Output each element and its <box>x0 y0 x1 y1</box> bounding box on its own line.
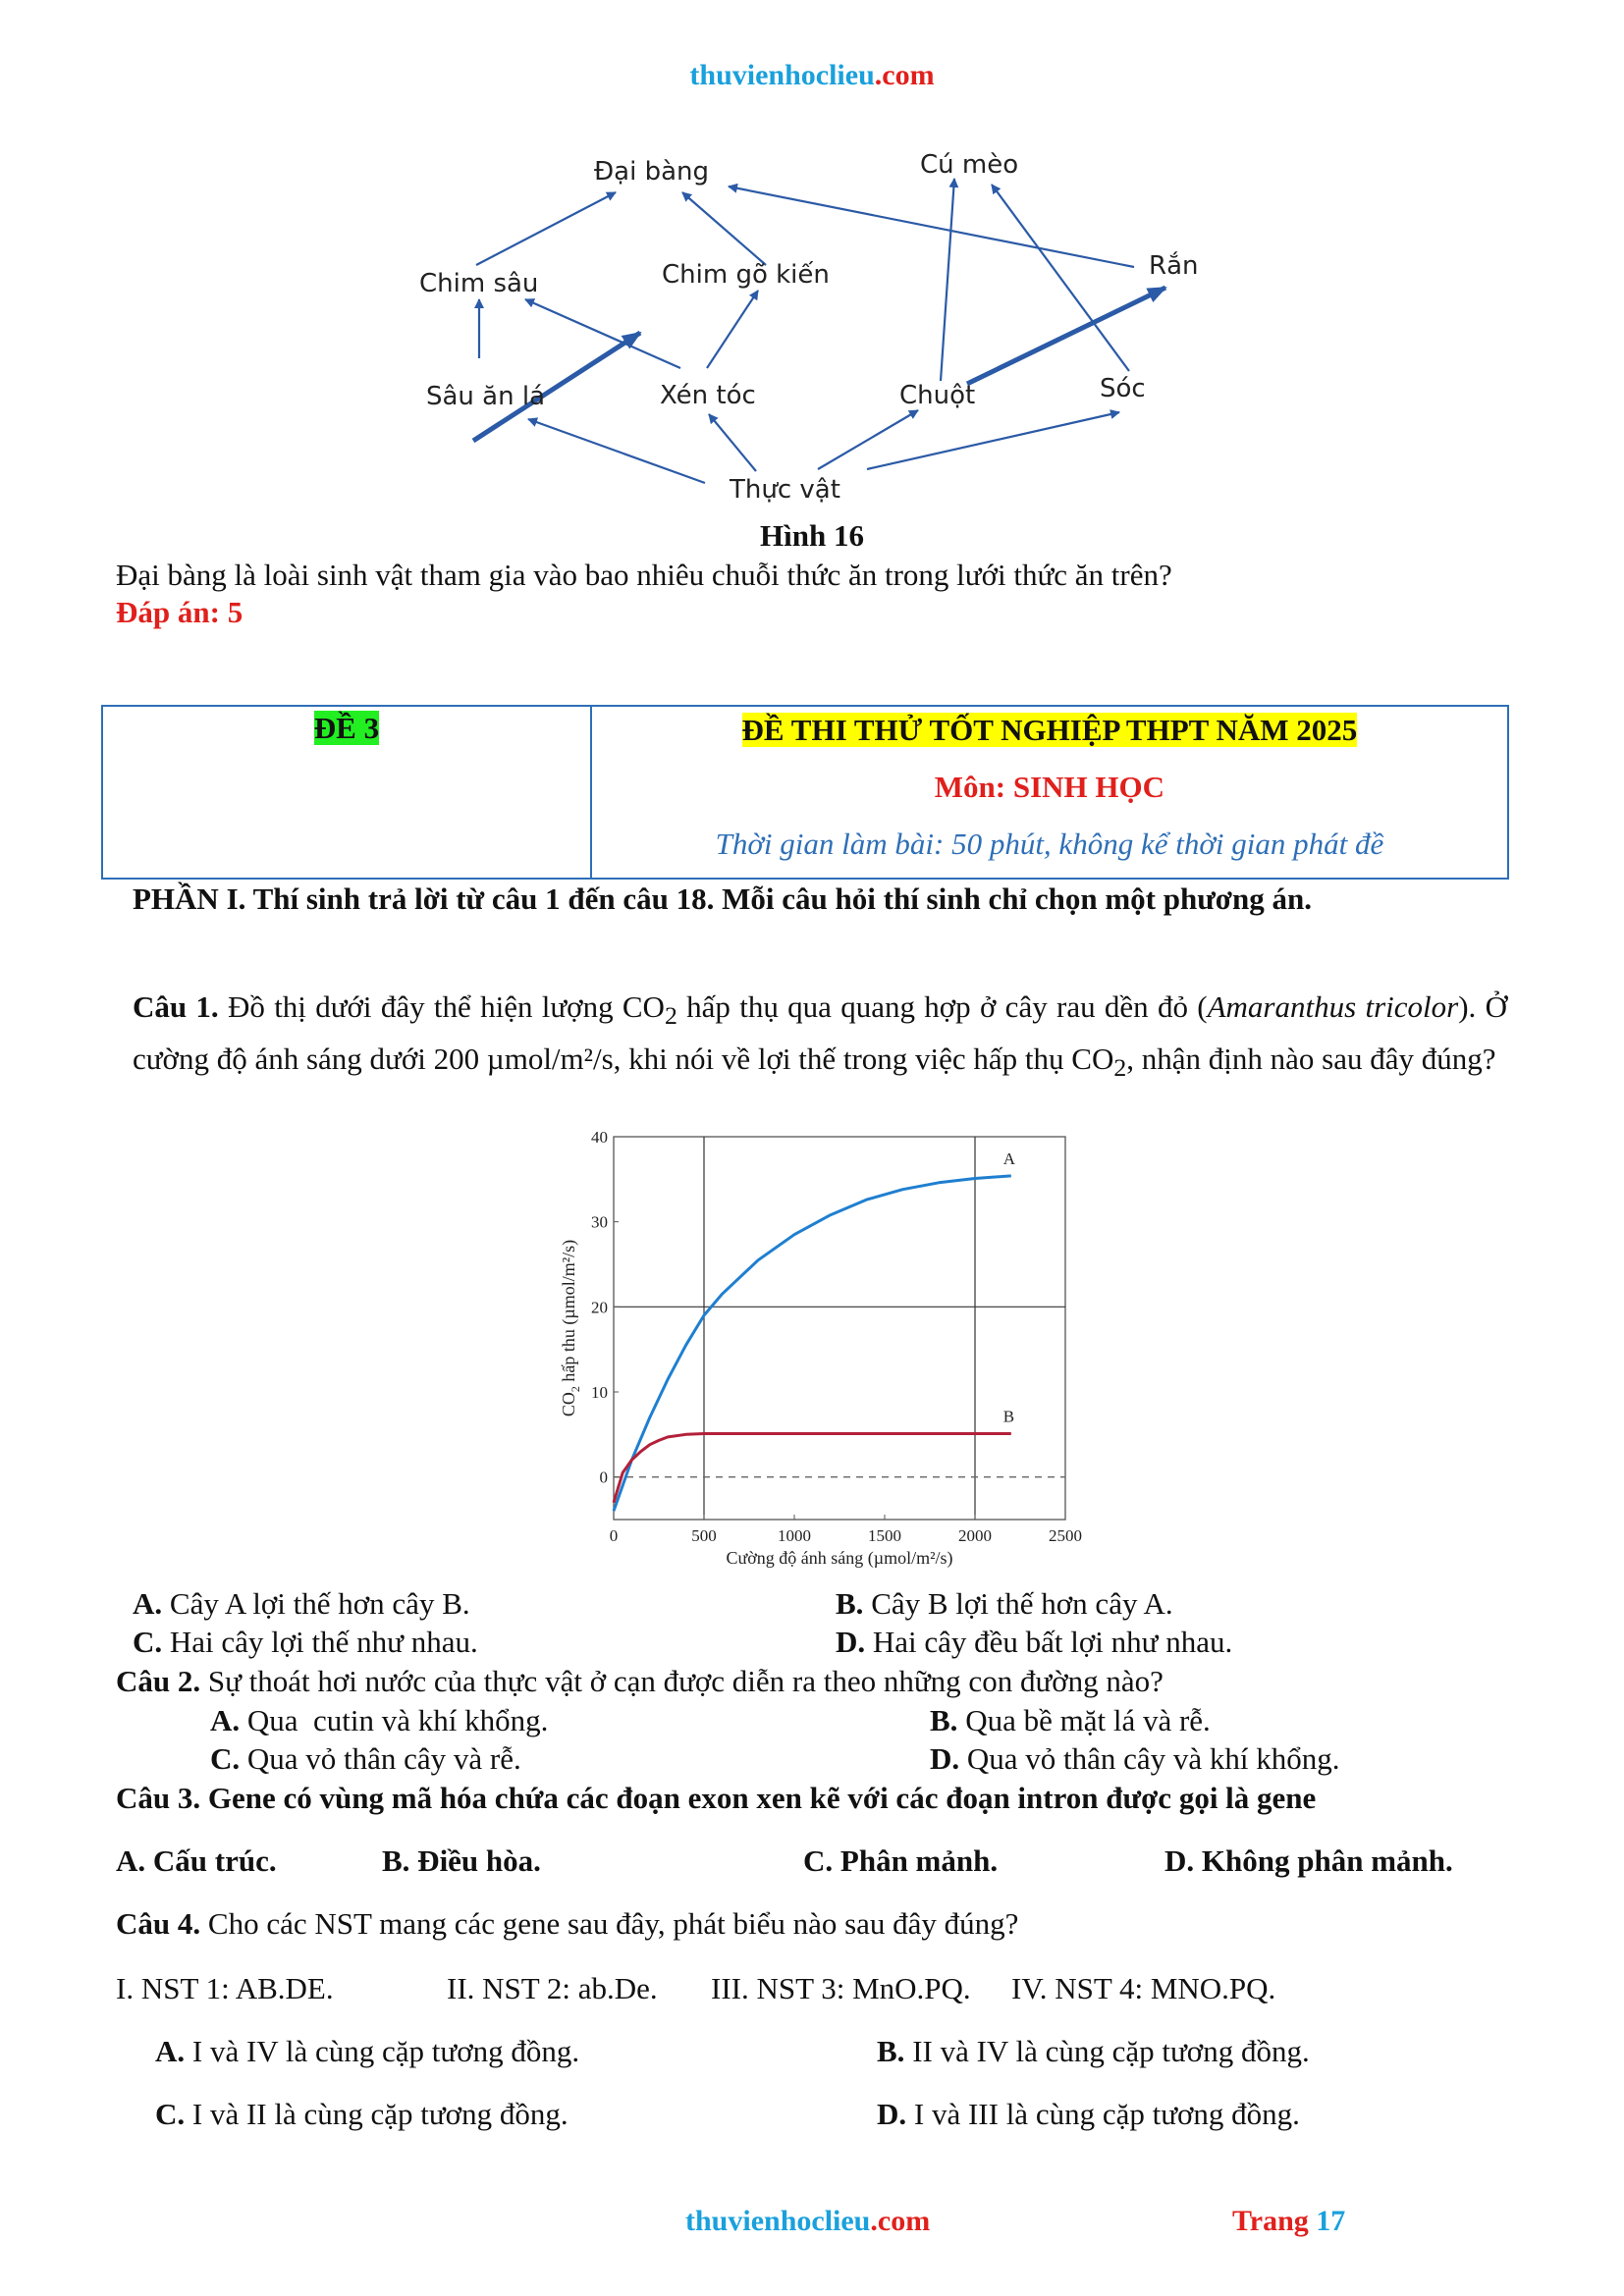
q4-option-b[interactable]: B. II và IV là cùng cặp tương đồng. <box>877 2034 1310 2068</box>
q1-option-d[interactable]: D. Hai cây đều bất lợi như nhau. <box>836 1625 1233 1659</box>
chart-y-tick-label: 40 <box>591 1128 608 1147</box>
footer-site-name[interactable]: thuvienhoclieu.com <box>685 2205 931 2237</box>
question-4: Câu 4. Cho các NST mang các gene sau đây, phát biểu nào sau đây đúng? <box>116 1906 1019 1941</box>
chart-x-tick-label: 2500 <box>1049 1526 1082 1545</box>
chart-y-tick-label: 20 <box>591 1298 608 1317</box>
chart-x-axis-label: Cường độ ánh sáng (µmol/m²/s) <box>726 1548 953 1568</box>
chart-x-tick-label: 1500 <box>868 1526 901 1545</box>
figure-caption: Hình 16 <box>760 518 864 553</box>
node-xen-toc: Xén tóc <box>660 381 756 410</box>
chart-x-tick-label: 0 <box>609 1526 619 1545</box>
node-chim-sau: Chim sâu <box>419 269 539 298</box>
q3-option-d[interactable]: D. Không phân mảnh. <box>1164 1843 1453 1878</box>
chart-y-axis-label: $CO_2$ hấp thu (µmol/m²/s) <box>559 1239 582 1417</box>
q4-option-a[interactable]: A. I và IV là cùng cặp tương đồng. <box>155 2034 580 2068</box>
q4-item-4: IV. NST 4: MNO.PQ. <box>1011 1971 1276 2005</box>
node-thuc-vat: Thực vật <box>730 475 840 505</box>
node-chim-go-kien: Chim gõ kiến <box>662 260 830 290</box>
question-3: Câu 3. Gene có vùng mã hóa chứa các đoạn exon xen kẽ với các đoạn intron được gọi là gene <box>116 1781 1317 1815</box>
q4-item-1: I. NST 1: AB.DE. <box>116 1971 334 2005</box>
part1-instruction: PHẦN I. Thí sinh trả lời từ câu 1 đến câu 18. Mỗi câu hỏi thí sinh chỉ chọn một phương án. <box>133 881 1312 916</box>
q2-option-b[interactable]: B. Qua bề mặt lá và rễ. <box>930 1703 1211 1737</box>
chart-series-b-line <box>614 1434 1011 1503</box>
q3-option-a[interactable]: A. Cấu trúc. <box>116 1843 277 1878</box>
co2-chart <box>550 1127 1100 1578</box>
header-site-name[interactable]: thuvienhoclieu.com <box>689 59 935 91</box>
exam-code-cell <box>102 706 591 879</box>
node-ran: Rắn <box>1149 251 1199 281</box>
exam-header-table <box>101 705 1509 880</box>
node-chuot: Chuột <box>899 381 976 410</box>
q2-option-d[interactable]: D. Qua vỏ thân cây và khí khổng. <box>930 1741 1340 1776</box>
q1-option-b[interactable]: B. Cây B lợi thế hơn cây A. <box>836 1586 1173 1621</box>
node-sau-an-la: Sâu ăn lá <box>426 382 546 411</box>
chart-series-b-label: B <box>1002 1407 1015 1426</box>
q2-option-a[interactable]: A. Qua cutin và khí khổng. <box>210 1703 549 1737</box>
q1-option-a[interactable]: A. Cây A lợi thế hơn cây B. <box>133 1586 470 1621</box>
q3-option-b[interactable]: B. Điều hòa. <box>382 1843 541 1878</box>
chart-x-tick-label: 1000 <box>778 1526 811 1545</box>
chart-x-tick-label: 2000 <box>958 1526 992 1545</box>
page-number: Trang 17 <box>1232 2205 1346 2237</box>
question-2: Câu 2. Sự thoát hơi nước của thực vật ở cạn được diễn ra theo những con đường nào? <box>116 1664 1164 1698</box>
chart-y-tick-label: 0 <box>599 1468 608 1487</box>
chart-series-a-line <box>614 1176 1011 1511</box>
exam-title-cell <box>591 706 1508 879</box>
q4-option-c[interactable]: C. I và II là cùng cặp tương đồng. <box>155 2097 568 2131</box>
question-1: Câu 1. Đồ thị dưới đây thể hiện lượng $CO_2$ hấp thụ qua quang hợp ở cây rau dền đỏ (Amaranthus tricolor). Ở cường độ ánh sáng dưới 200 µmol/m²/s, khi nói về lợi thế trong việc hấp thụ $CO_2$, nhận định nào sau đây đúng? <box>133 989 1507 1083</box>
chart-series-a-label: A <box>1002 1148 1016 1168</box>
q1-option-c[interactable]: C. Hai cây lợi thế như nhau. <box>133 1625 478 1659</box>
chart-plot-frame <box>614 1137 1065 1520</box>
exam-subject: Môn: SINH HỌC <box>934 770 1165 804</box>
node-soc: Sóc <box>1100 374 1146 403</box>
node-cu-meo: Cú mèo <box>920 150 1019 180</box>
exam-title: ĐỀ THI THỬ TỐT NGHIỆP THPT NĂM 2025 <box>741 713 1358 747</box>
food-web-question: Đại bàng là loài sinh vật tham gia vào bao nhiêu chuỗi thức ăn trong lưới thức ăn trên? <box>116 558 1172 592</box>
q4-item-2: II. NST 2: ab.De. <box>447 1971 658 2005</box>
exam-code: ĐỀ 3 <box>313 711 380 745</box>
chart-x-tick-label: 500 <box>691 1526 717 1545</box>
q4-option-d[interactable]: D. I và III là cùng cặp tương đồng. <box>877 2097 1300 2131</box>
chart-y-tick-label: 10 <box>591 1383 608 1402</box>
exam-time: Thời gian làm bài: 50 phút, không kể thời gian phát đề <box>715 827 1384 861</box>
food-web-answer: Đáp án: 5 <box>116 595 244 629</box>
q3-option-c[interactable]: C. Phân mảnh. <box>803 1843 999 1878</box>
chart-y-tick-label: 30 <box>591 1212 608 1232</box>
node-dai-bang: Đại bàng <box>594 157 709 187</box>
q2-option-c[interactable]: C. Qua vỏ thân cây và rễ. <box>210 1741 521 1776</box>
q4-item-3: III. NST 3: MnO.PQ. <box>711 1971 971 2005</box>
